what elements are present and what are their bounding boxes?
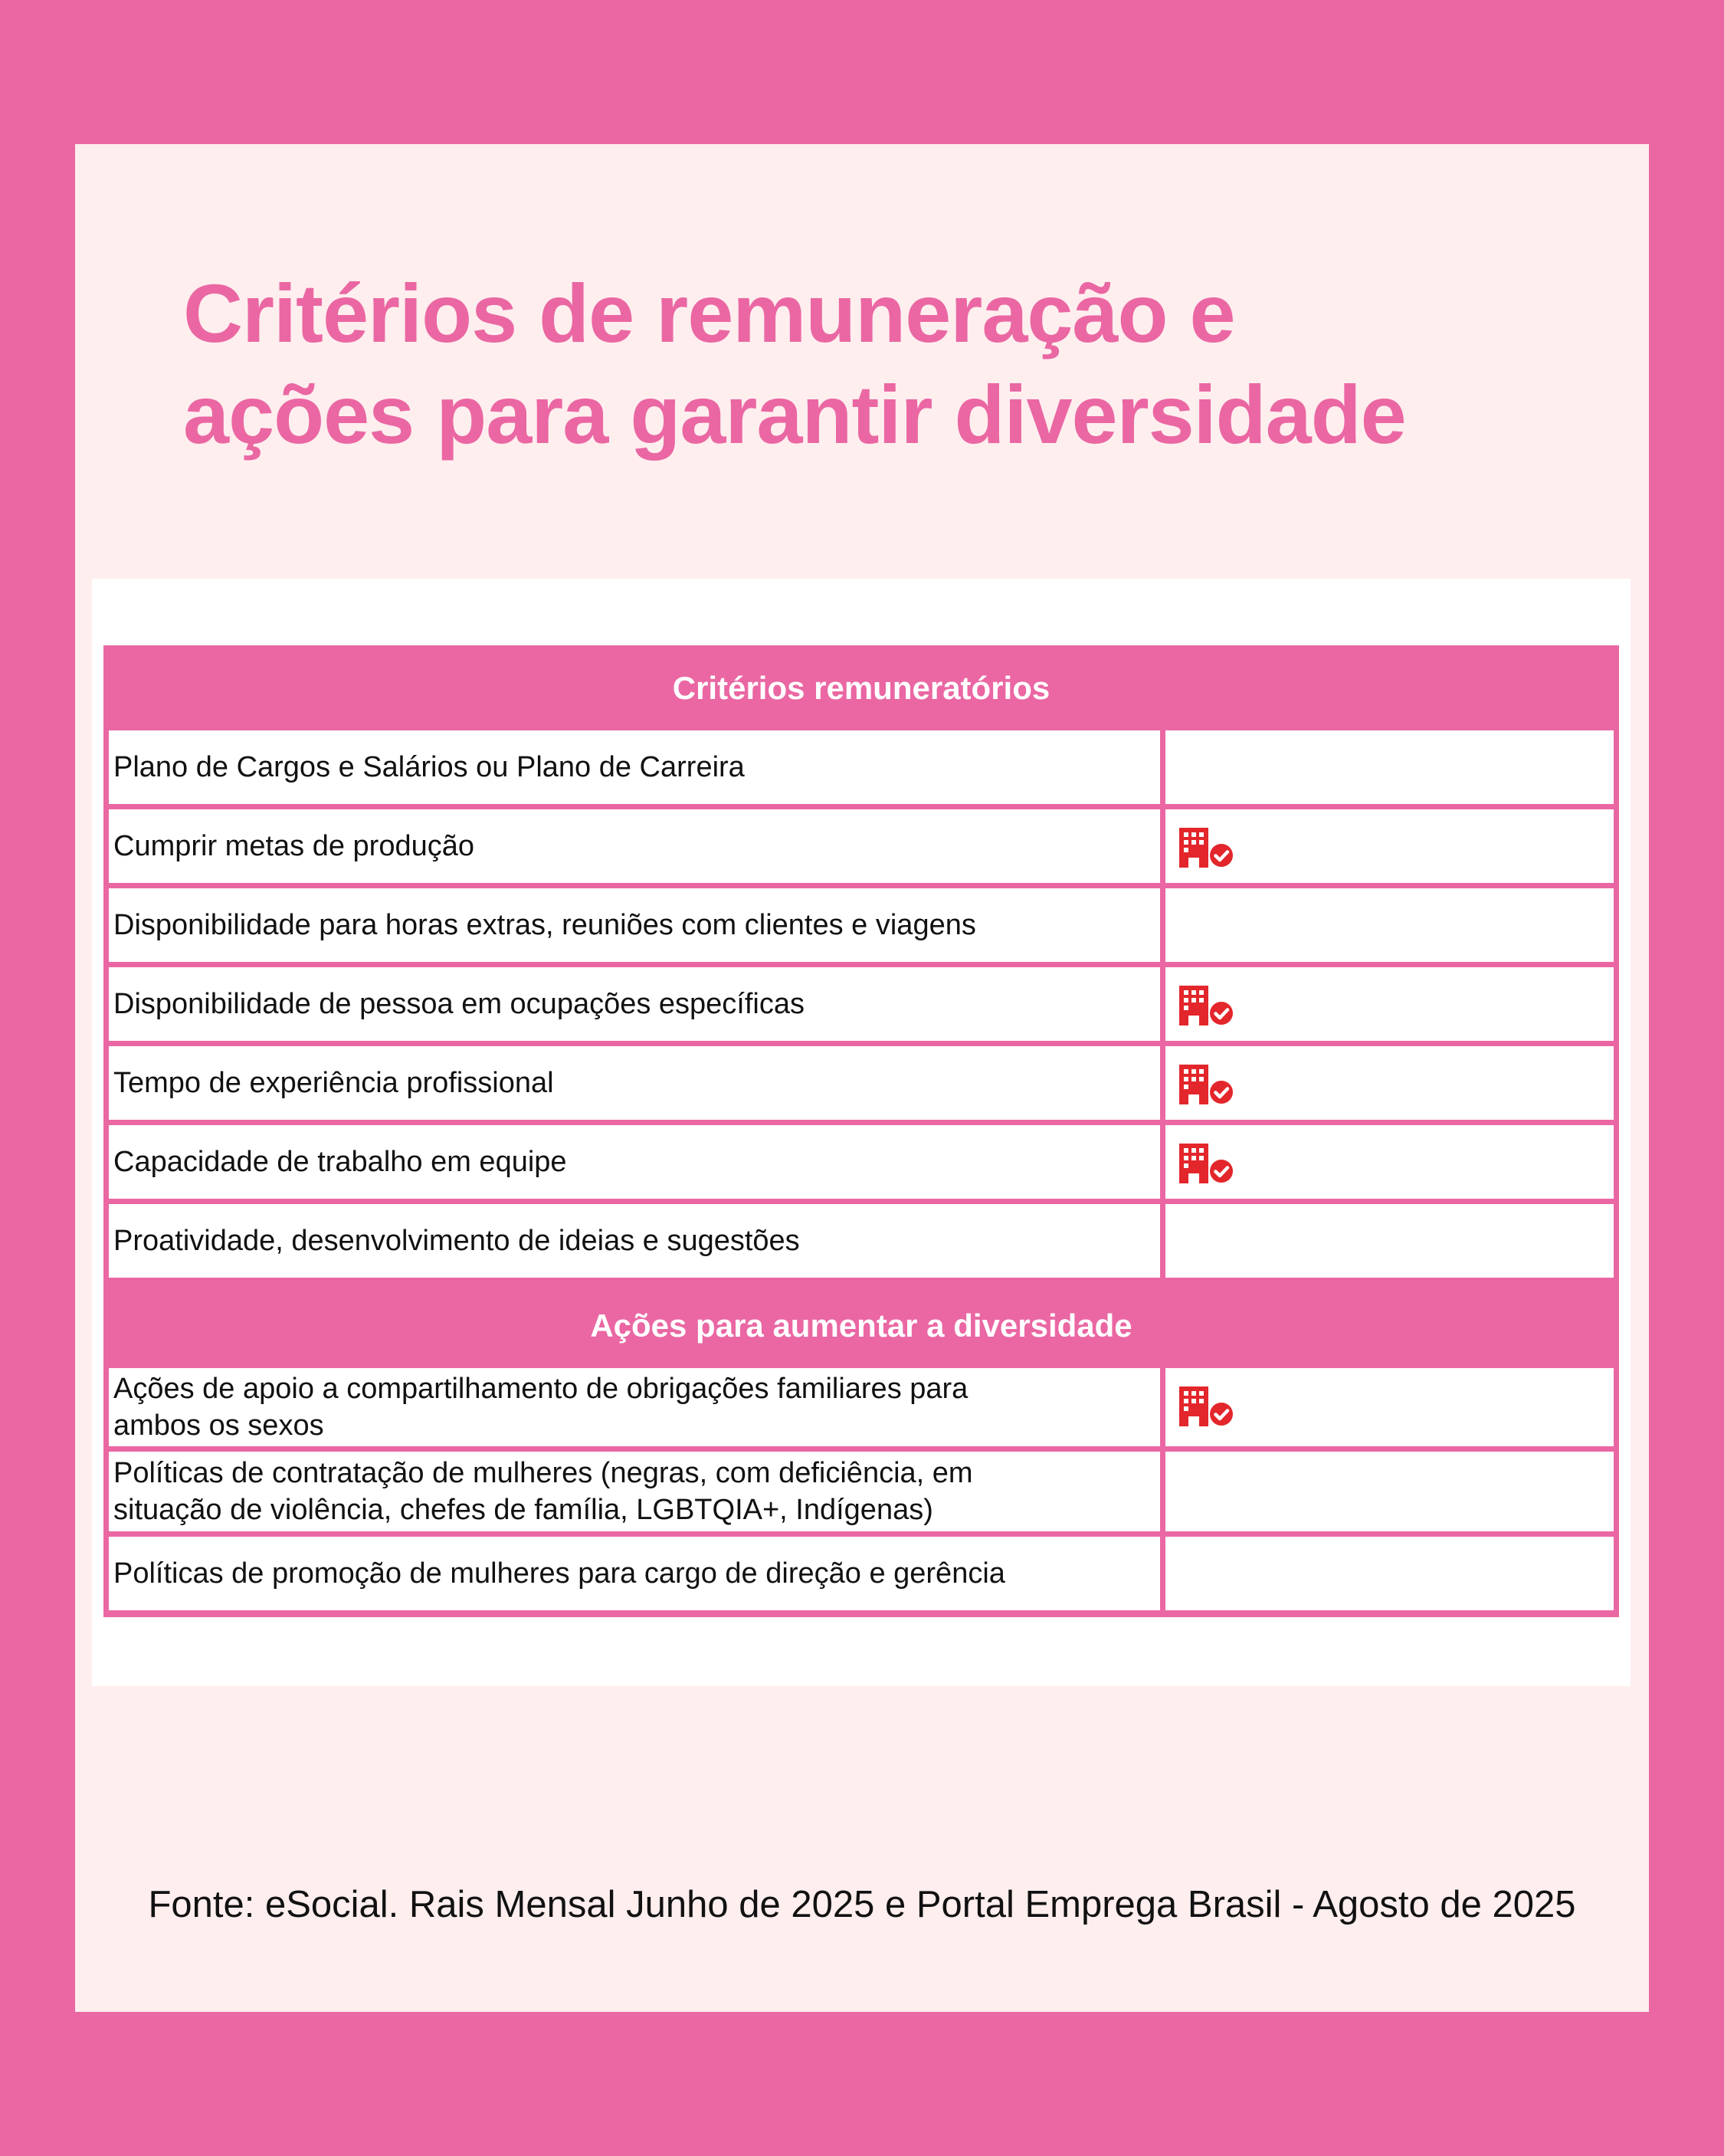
infographic-card [75,144,1649,2012]
source-footer: Fonte: eSocial. Rais Mensal Junho de 2025 e Portal Emprega Brasil - Agosto de 2025 [148,1884,1576,1925]
table-row-label-cell [109,967,1160,1041]
row-label: Políticas de promoção de mulheres para cargo de direção e gerência [113,1557,1005,1590]
row-label: Ações de apoio a compartilhamento de obrigações familiares para ambos os sexos [113,1373,969,1442]
section-header: Critérios remuneratórios [672,669,1050,706]
building-check-icon [1178,984,1236,1029]
criteria-table [103,645,1619,1617]
table-row-icon-cell [1165,1537,1614,1610]
table-row-icon-cell [1165,1046,1614,1120]
table-panel [92,579,1631,1686]
table-row-label-cell [109,1537,1160,1610]
row-label: Capacidade de trabalho em equipe [113,1146,567,1178]
section-header: Ações para aumentar a diversidade [590,1307,1132,1344]
row-label: Tempo de experiência profissional [113,1067,554,1099]
table-row-label-cell [109,1046,1160,1120]
table-row-label-cell [109,1452,1160,1531]
building-check-icon [1178,826,1236,871]
table-row-icon-cell [1165,730,1614,804]
table-row-label-cell [109,888,1160,962]
building-check-icon [1178,1142,1236,1186]
page-title [183,263,1406,465]
table-row-label-cell [109,730,1160,804]
table-row-icon-cell [1165,1125,1614,1199]
row-label: Proatividade, desenvolvimento de ideias e sugestões [113,1225,800,1257]
table-row-icon-cell [1165,1204,1614,1278]
table-row-icon-cell [1165,809,1614,883]
table-row-label-cell [109,1204,1160,1278]
table-row-label-cell [109,809,1160,883]
table-row-icon-cell [1165,1452,1614,1531]
title-line-2: ações para garantir diversidade [183,368,1406,461]
table-row-icon-cell [1165,1368,1614,1446]
table-row-icon-cell [1165,888,1614,962]
title-line-1: Critérios de remuneração e [183,267,1235,359]
row-label: Disponibilidade de pessoa em ocupações específicas [113,988,805,1020]
row-label: Cumprir metas de produção [113,830,474,862]
building-check-icon [1178,1063,1236,1108]
table-row-label-cell [109,1125,1160,1199]
row-label: Plano de Cargos e Salários ou Plano de Carreira [113,751,745,783]
table-row-label-cell [109,1368,1160,1446]
table-row-icon-cell [1165,967,1614,1041]
row-label: Políticas de contratação de mulheres (negras, com deficiência, em situação de violência, chefes de família, LGBTQIA+, Indígenas) [113,1457,973,1526]
row-label: Disponibilidade para horas extras, reuniões com clientes e viagens [113,909,976,941]
building-check-icon [1178,1385,1236,1429]
